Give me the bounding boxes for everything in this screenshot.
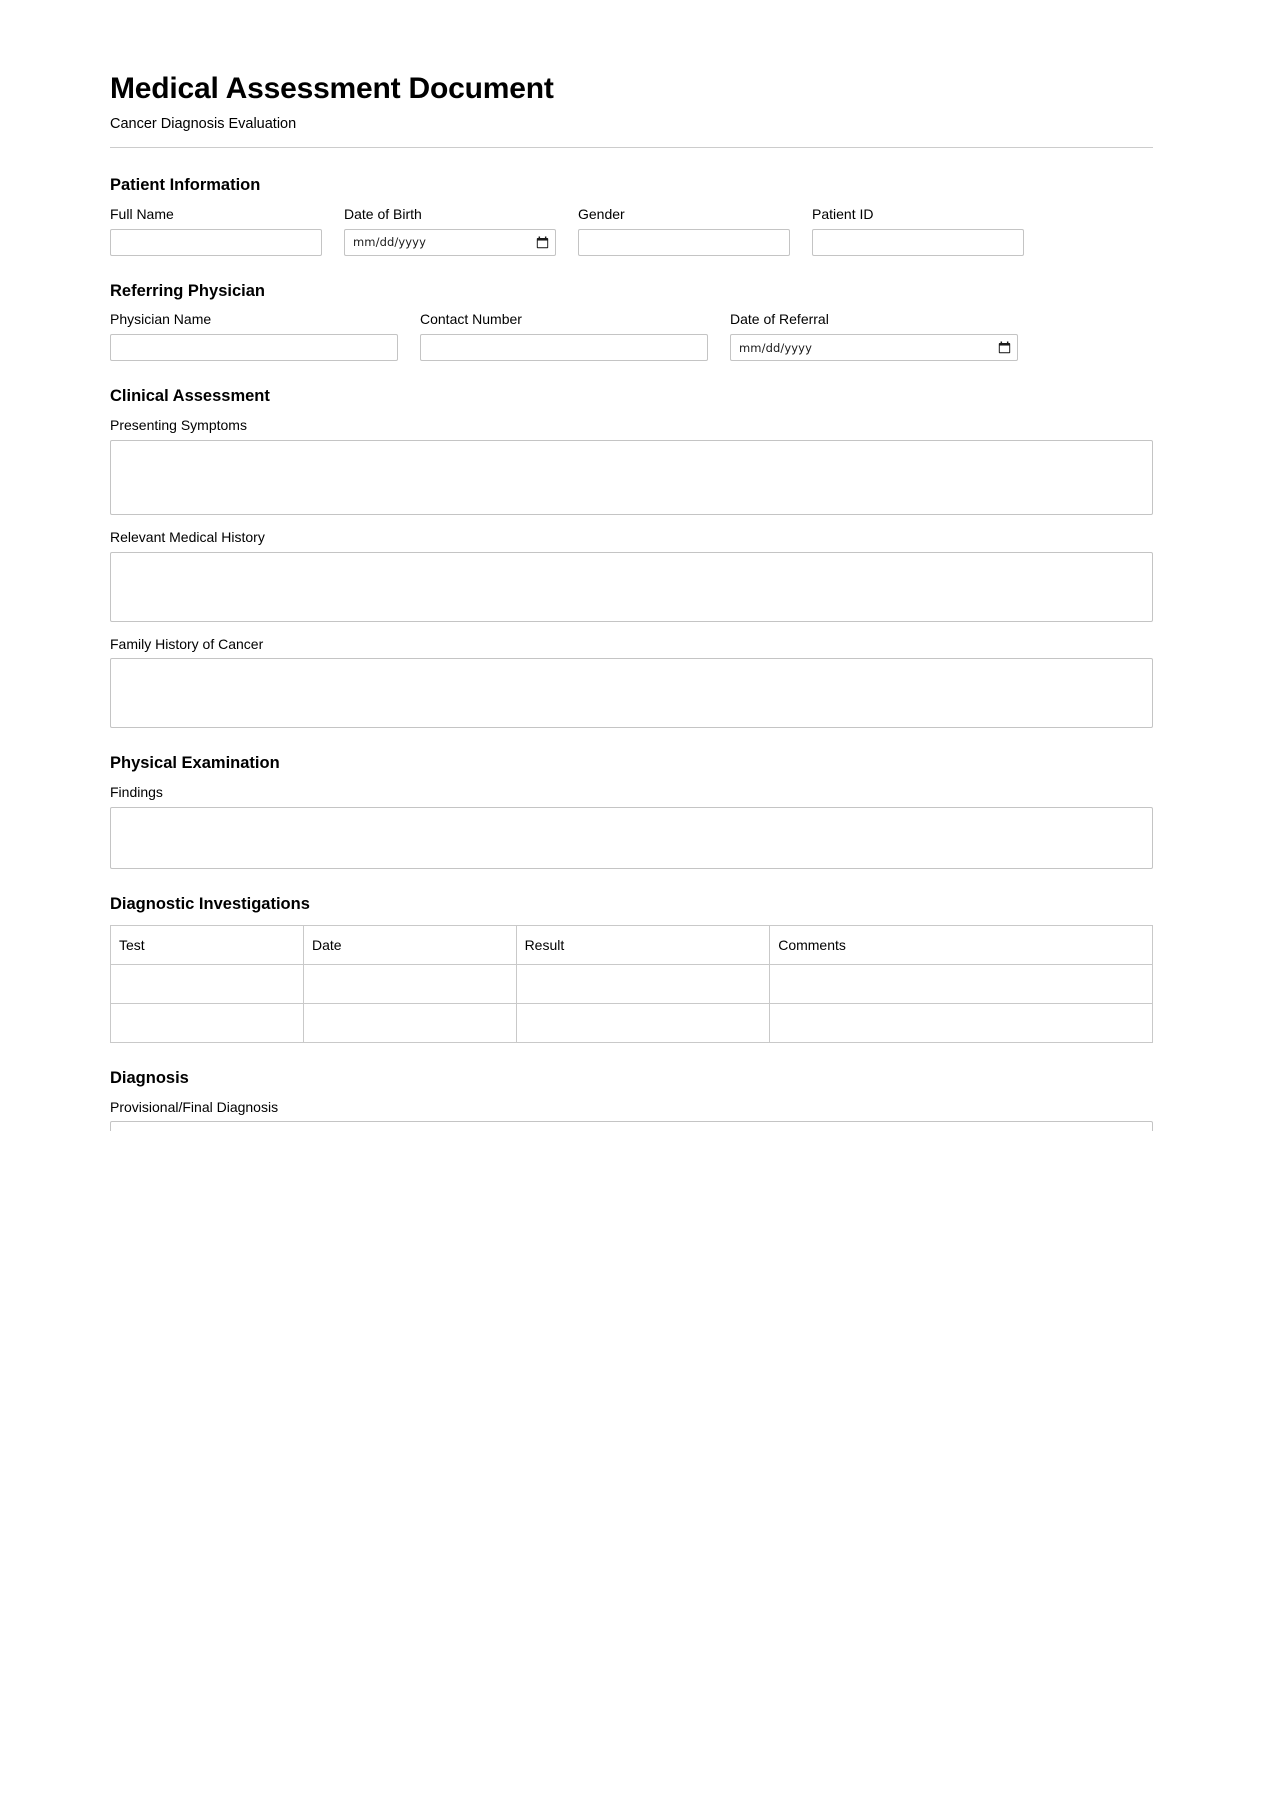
date-of-birth-input[interactable] — [344, 229, 556, 256]
table-row[interactable] — [111, 1003, 1153, 1042]
table-header-row — [111, 925, 1153, 964]
date-of-referral-placeholder: mm/dd/yyyy — [739, 340, 812, 355]
presenting-symptoms-textarea[interactable] — [110, 440, 1153, 515]
cell-result[interactable] — [516, 964, 770, 1003]
findings-textarea[interactable] — [110, 807, 1153, 869]
field-family-history-of-cancer — [110, 636, 1153, 729]
gender-input[interactable] — [578, 229, 790, 256]
section-title-diagnosis: Diagnosis — [110, 1068, 189, 1087]
header-divider — [110, 147, 1153, 148]
cell-comments[interactable] — [770, 964, 1153, 1003]
section-title-diagnostic-investigations: Diagnostic Investigations — [110, 894, 310, 913]
table-body — [111, 964, 1153, 1042]
column-header-test: Test — [111, 925, 304, 964]
field-contact-number — [420, 311, 708, 361]
label-gender: Gender — [578, 205, 625, 222]
label-full-name: Full Name — [110, 205, 174, 222]
section-referring-physician — [110, 282, 1153, 362]
label-findings: Findings — [110, 784, 163, 801]
column-header-date: Date — [304, 925, 517, 964]
label-contact-number: Contact Number — [420, 311, 522, 328]
field-patient-id — [812, 206, 1024, 256]
calendar-icon[interactable] — [998, 341, 1011, 354]
provisional-final-diagnosis-textarea[interactable] — [110, 1121, 1153, 1131]
section-patient-information — [110, 176, 1153, 256]
contact-number-input[interactable] — [420, 334, 708, 361]
section-title-patient-information: Patient Information — [110, 175, 261, 194]
field-gender — [578, 206, 790, 256]
field-date-of-referral — [730, 311, 1018, 361]
cell-date[interactable] — [304, 964, 517, 1003]
section-title-referring-physician: Referring Physician — [110, 281, 265, 300]
section-title-clinical-assessment: Clinical Assessment — [110, 387, 270, 406]
calendar-icon[interactable] — [536, 236, 549, 249]
section-title-physical-examination: Physical Examination — [110, 754, 280, 773]
table-row[interactable] — [111, 964, 1153, 1003]
field-presenting-symptoms — [110, 417, 1153, 515]
section-clinical-assessment — [110, 387, 1153, 728]
diagnostic-investigations-table — [110, 925, 1153, 1043]
section-diagnostic-investigations — [110, 895, 1153, 1043]
table-header — [111, 925, 1153, 964]
label-date-of-birth: Date of Birth — [344, 205, 422, 222]
field-full-name — [110, 206, 322, 256]
referring-physician-row — [110, 311, 1153, 361]
relevant-medical-history-textarea[interactable] — [110, 552, 1153, 622]
column-header-result: Result — [516, 925, 770, 964]
label-physician-name: Physician Name — [110, 311, 212, 328]
date-of-referral-input[interactable] — [730, 334, 1018, 361]
family-history-of-cancer-textarea[interactable] — [110, 658, 1153, 728]
patient-information-row — [110, 206, 1153, 256]
date-of-birth-placeholder: mm/dd/yyyy — [353, 235, 426, 250]
field-physician-name — [110, 311, 398, 361]
label-date-of-referral: Date of Referral — [730, 311, 829, 328]
physician-name-input[interactable] — [110, 334, 398, 361]
label-provisional-final-diagnosis: Provisional/Final Diagnosis — [110, 1098, 279, 1115]
field-relevant-medical-history — [110, 529, 1153, 622]
cell-test[interactable] — [111, 964, 304, 1003]
label-relevant-medical-history: Relevant Medical History — [110, 528, 265, 545]
label-family-history-of-cancer: Family History of Cancer — [110, 635, 264, 652]
section-physical-examination — [110, 754, 1153, 869]
label-presenting-symptoms: Presenting Symptoms — [110, 416, 247, 433]
cell-test[interactable] — [111, 1003, 304, 1042]
page-title: Medical Assessment Document — [110, 72, 554, 105]
field-date-of-birth — [344, 206, 556, 256]
field-findings — [110, 784, 1153, 869]
field-provisional-final-diagnosis — [110, 1099, 1153, 1131]
section-diagnosis — [110, 1069, 1153, 1131]
cell-comments[interactable] — [770, 1003, 1153, 1042]
column-header-comments: Comments — [770, 925, 1153, 964]
cell-result[interactable] — [516, 1003, 770, 1042]
page-subtitle: Cancer Diagnosis Evaluation — [110, 115, 297, 132]
cell-date[interactable] — [304, 1003, 517, 1042]
patient-id-input[interactable] — [812, 229, 1024, 256]
label-patient-id: Patient ID — [812, 205, 874, 222]
full-name-input[interactable] — [110, 229, 322, 256]
